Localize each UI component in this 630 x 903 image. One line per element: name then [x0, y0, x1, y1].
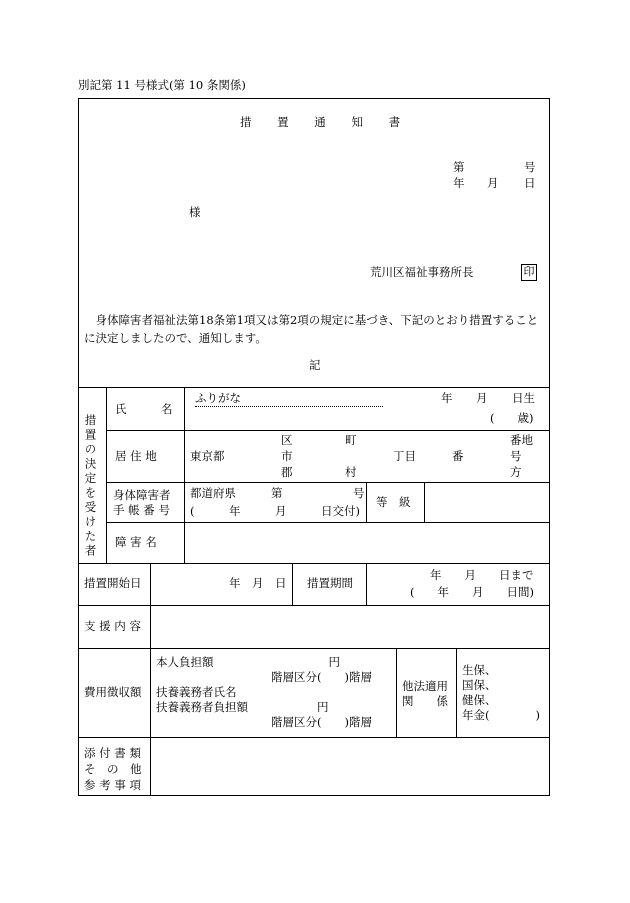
attachments-label: 添 付 書 類 そ の 他 参 考 事 項	[84, 746, 142, 792]
document-title: 措 置 通 知 書	[240, 115, 403, 129]
start-date-value: 年 月 日	[229, 576, 287, 590]
disability-label: 障 害 名	[115, 535, 157, 549]
name-label: 氏 名	[115, 402, 173, 416]
address-shi: 市	[281, 449, 293, 463]
address-label: 居 住 地	[115, 449, 157, 463]
furigana-dotted-line	[195, 406, 383, 407]
address-cho: 町	[345, 433, 357, 447]
other-law-label: 他法適用 関 係	[402, 679, 448, 708]
vline-grade-right	[424, 482, 425, 522]
period-days: ( 年 月 日間)	[410, 585, 534, 599]
address-tokyo: 東京都	[190, 449, 225, 463]
furigana-label: ふりがな	[195, 391, 241, 405]
issuer-name: 荒川区福祉事務所長	[370, 265, 474, 279]
birth-tsuki: 月	[476, 391, 488, 405]
address-ku: 区	[281, 433, 293, 447]
age: ( 歳)	[490, 411, 534, 425]
address-kata: 方	[510, 465, 522, 479]
address-gun: 郡	[281, 465, 293, 479]
vline-lower-labels	[150, 563, 151, 796]
notice-body-text: 身体障害者福祉法第18条第1項又は第2項の規定に基づき、下記のとおり措置することに決定しましたので、通知します。	[84, 313, 539, 345]
start-date-label: 措置開始日	[84, 576, 142, 590]
birth-nen: 年	[441, 391, 453, 405]
handbook-pref: 都道府県	[190, 486, 236, 500]
number-go: 号	[524, 160, 536, 174]
period-end-date: 年 月 日まで	[430, 568, 534, 582]
divider-person	[78, 563, 550, 564]
vline-period-right	[366, 563, 367, 605]
divider-header	[78, 387, 550, 388]
address-chome: 丁目	[393, 449, 416, 463]
grade-label: 等 級	[376, 495, 411, 509]
vline-period-left	[292, 563, 293, 605]
divider-name	[106, 430, 550, 431]
handbook-go: 号	[353, 486, 365, 500]
vline-grade-left	[366, 482, 367, 522]
divider-fee	[78, 737, 550, 738]
handbook-dai: 第	[271, 486, 283, 500]
date-tsuki: 月	[487, 176, 499, 190]
number-dai: 第	[453, 160, 465, 174]
birth-hi: 日生	[512, 391, 535, 405]
seal-box	[521, 264, 537, 281]
address-go: 号	[510, 449, 522, 463]
insurance-list: 生保、 国保、 健保、 年金( )	[462, 663, 540, 722]
seal-label: 印	[523, 265, 535, 278]
divider-handbook	[106, 522, 550, 523]
fee-details: 本人負担額 円 階層区分( )階層 扶養義務者氏名 扶養義務者負担額 円 階層区分( )階層	[156, 655, 372, 729]
vline-otherlaw-left	[396, 648, 397, 737]
period-label: 措置期間	[307, 576, 353, 590]
divider-start	[78, 605, 550, 606]
date-hi: 日	[524, 176, 536, 190]
ki-label: 記	[309, 358, 321, 372]
handbook-label: 身体障害者 手 帳 番 号	[113, 488, 171, 517]
vline-otherlaw-right	[456, 648, 457, 737]
address-ban: 番	[452, 449, 464, 463]
vline-person-fields	[184, 387, 185, 563]
divider-support	[78, 648, 550, 649]
handbook-issue-date: ( 年 月 日交付)	[190, 504, 360, 518]
person-vertical-label: 措置の決定を受けた者	[83, 414, 98, 559]
date-nen: 年	[453, 176, 465, 190]
support-label: 支 援 内 容	[84, 619, 141, 633]
address-banchi: 番地	[510, 433, 533, 447]
address-son: 村	[345, 465, 357, 479]
divider-address	[106, 482, 550, 483]
recipient-sama: 様	[189, 205, 201, 219]
fee-label: 費用徴収額	[84, 685, 142, 699]
vline-person-label	[106, 387, 107, 563]
form-caption: 別記第 11 号様式(第 10 条関係)	[78, 78, 246, 92]
